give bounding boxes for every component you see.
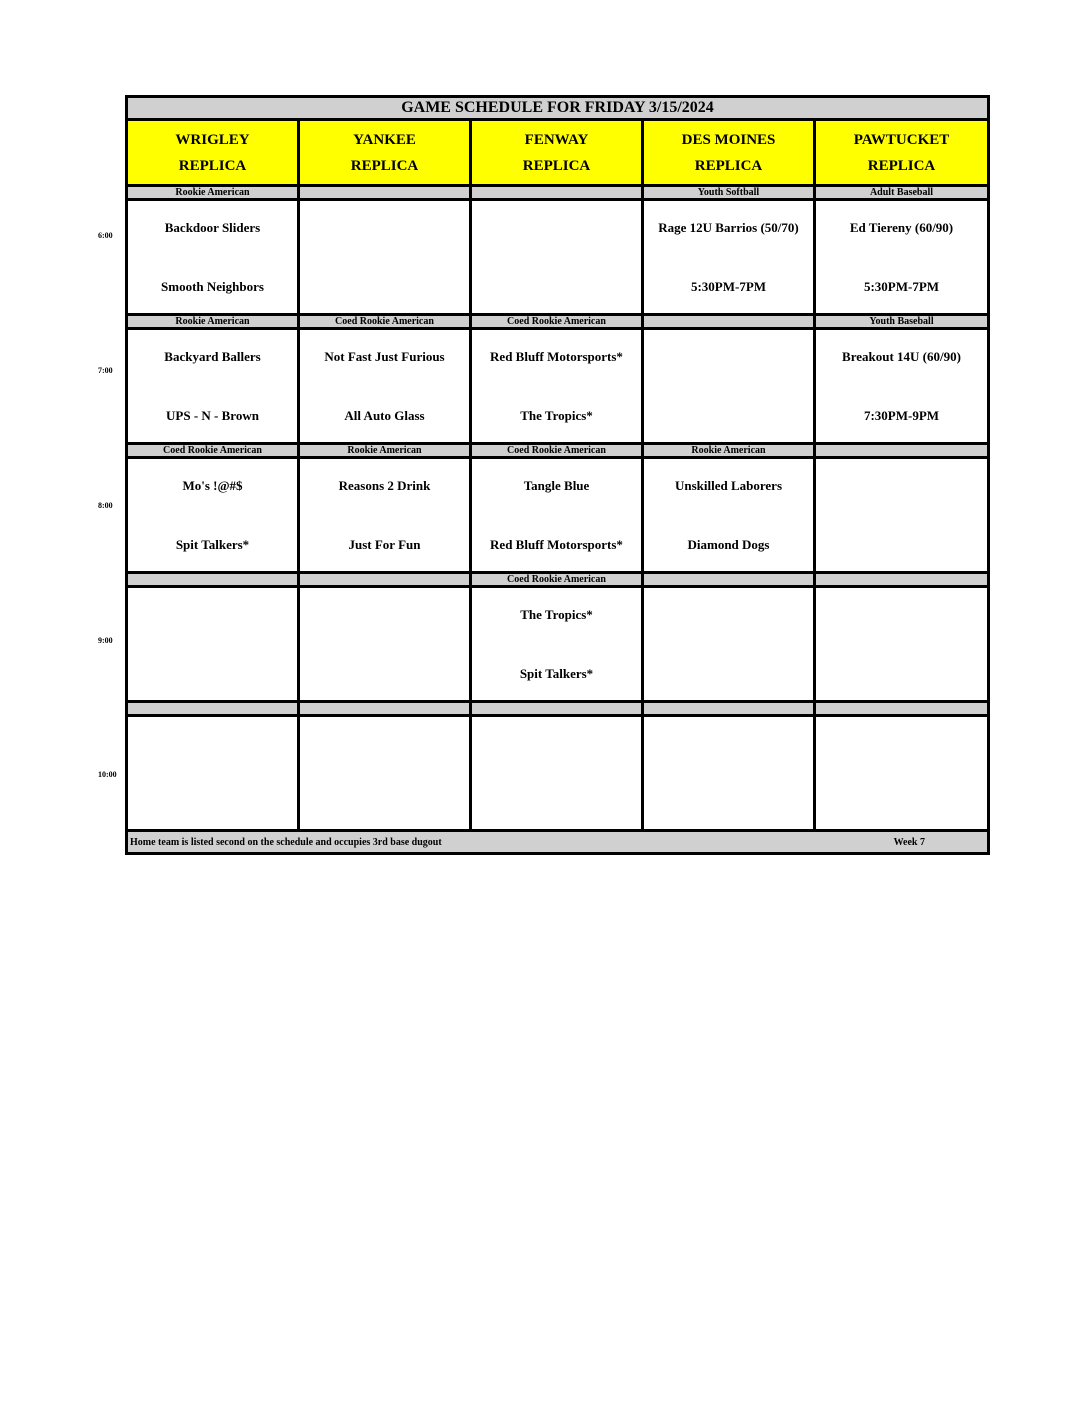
away-team: Ed Tiereny (60/90) (849, 219, 954, 235)
schedule-table (125, 95, 990, 855)
field-header-row (127, 120, 989, 186)
division-label (815, 573, 989, 587)
game-cell (815, 716, 989, 831)
home-team (816, 667, 987, 681)
spacer (644, 493, 813, 538)
away-team (644, 737, 813, 751)
game-cell (127, 200, 299, 315)
field-sub: REPLICA (178, 157, 247, 174)
division-label (471, 186, 643, 200)
away-team (644, 350, 813, 364)
spacer (816, 493, 987, 538)
home-team (472, 280, 641, 294)
spacer (816, 364, 987, 409)
home-team (128, 796, 297, 810)
home-team: UPS - N - Brown (166, 407, 259, 423)
home-team: The Tropics* (520, 407, 593, 423)
division-label (471, 702, 643, 716)
game-cell (127, 329, 299, 444)
home-team: 7:30PM-9PM (863, 407, 940, 423)
division-label: Rookie American (643, 444, 815, 458)
home-team: Spit Talkers* (519, 665, 594, 681)
spacer (300, 493, 469, 538)
game-cell (299, 458, 471, 573)
schedule-title: GAME SCHEDULE FOR FRIDAY 3/15/2024 (127, 97, 989, 120)
game-row (127, 200, 989, 315)
game-cell (299, 200, 471, 315)
game-cell (643, 587, 815, 702)
time-label: 8:00 (98, 501, 113, 510)
time-label: 10:00 (98, 770, 117, 779)
home-team (644, 667, 813, 681)
footer-note: Home team is listed second on the schedule and occupies 3rd base dugout (130, 836, 442, 848)
division-label (643, 315, 815, 329)
division-label (815, 444, 989, 458)
away-team: The Tropics* (520, 606, 593, 622)
field-header-des-moines (643, 120, 815, 186)
division-row (127, 315, 989, 329)
spacer (300, 751, 469, 796)
spacer (644, 235, 813, 280)
division-label (127, 573, 299, 587)
spacer (816, 751, 987, 796)
game-cell (471, 329, 643, 444)
game-cell (299, 587, 471, 702)
division-row (127, 444, 989, 458)
spacer (644, 364, 813, 409)
game-cell (815, 587, 989, 702)
spacer (644, 751, 813, 796)
home-team: Diamond Dogs (687, 536, 770, 552)
home-team (644, 409, 813, 423)
away-team: Backdoor Sliders (164, 219, 261, 235)
away-team (816, 479, 987, 493)
home-team: 5:30PM-7PM (863, 278, 940, 294)
game-cell (815, 329, 989, 444)
division-label: Youth Baseball (815, 315, 989, 329)
division-label: Coed Rookie American (127, 444, 299, 458)
field-header-yankee (299, 120, 471, 186)
home-team (644, 796, 813, 810)
field-sub: REPLICA (694, 157, 763, 174)
game-cell (643, 458, 815, 573)
game-cell (815, 458, 989, 573)
home-team: Spit Talkers* (175, 536, 250, 552)
game-cell (815, 200, 989, 315)
game-row (127, 329, 989, 444)
spacer (472, 235, 641, 280)
title-row (127, 97, 989, 120)
away-team (300, 737, 469, 751)
away-team (300, 608, 469, 622)
away-team: Unskilled Laborers (674, 477, 783, 493)
division-label: Rookie American (299, 444, 471, 458)
spacer (472, 364, 641, 409)
away-team (128, 737, 297, 751)
spacer (128, 493, 297, 538)
division-label: Coed Rookie American (471, 573, 643, 587)
home-team: All Auto Glass (344, 407, 425, 423)
spacer (472, 493, 641, 538)
away-team (472, 737, 641, 751)
field-name: DES MOINES (681, 131, 776, 148)
game-cell (643, 329, 815, 444)
field-header-pawtucket (815, 120, 989, 186)
field-name: YANKEE (353, 131, 416, 148)
spacer (128, 622, 297, 667)
game-row (127, 716, 989, 831)
division-label (643, 702, 815, 716)
division-label: Coed Rookie American (471, 444, 643, 458)
away-team (816, 608, 987, 622)
home-team (300, 667, 469, 681)
field-header-fenway (471, 120, 643, 186)
division-label: Coed Rookie American (299, 315, 471, 329)
field-sub: REPLICA (867, 157, 936, 174)
home-team (816, 796, 987, 810)
away-team: Reasons 2 Drink (338, 477, 431, 493)
game-cell (471, 587, 643, 702)
field-sub: REPLICA (522, 157, 591, 174)
home-team: Red Bluff Motorsports* (490, 536, 623, 552)
footer-cell (127, 831, 989, 854)
spacer (472, 751, 641, 796)
division-row (127, 573, 989, 587)
away-team: Mo's !@#$ (182, 477, 243, 493)
away-team: Backyard Ballers (164, 348, 261, 364)
spacer (472, 622, 641, 667)
game-cell (299, 329, 471, 444)
away-team: Not Fast Just Furious (324, 348, 445, 364)
time-label: 9:00 (98, 636, 113, 645)
division-label: Rookie American (127, 315, 299, 329)
time-label: 7:00 (98, 366, 113, 375)
home-team (300, 280, 469, 294)
away-team: Red Bluff Motorsports* (490, 348, 623, 364)
game-cell (643, 200, 815, 315)
spacer (816, 622, 987, 667)
spacer (644, 622, 813, 667)
home-team: Just For Fun (348, 536, 421, 552)
spacer (816, 235, 987, 280)
spacer (128, 235, 297, 280)
field-name: PAWTUCKET (853, 131, 950, 148)
field-sub: REPLICA (350, 157, 419, 174)
division-label: Youth Softball (643, 186, 815, 200)
game-row (127, 587, 989, 702)
time-label: 6:00 (98, 231, 113, 240)
spacer (128, 751, 297, 796)
division-label: Rookie American (127, 186, 299, 200)
division-row (127, 702, 989, 716)
division-label (299, 573, 471, 587)
home-team (300, 796, 469, 810)
game-cell (127, 716, 299, 831)
field-name: FENWAY (524, 131, 589, 148)
spacer (128, 364, 297, 409)
game-cell (127, 458, 299, 573)
game-cell (471, 716, 643, 831)
division-label: Adult Baseball (815, 186, 989, 200)
away-team (816, 737, 987, 751)
home-team: Smooth Neighbors (161, 278, 264, 294)
game-cell (127, 587, 299, 702)
game-cell (643, 716, 815, 831)
division-label (299, 186, 471, 200)
away-team (644, 608, 813, 622)
away-team (300, 221, 469, 235)
away-team (472, 221, 641, 235)
away-team (128, 608, 297, 622)
game-cell (471, 458, 643, 573)
home-team (128, 667, 297, 681)
footer-row (127, 831, 989, 854)
spacer (300, 622, 469, 667)
game-row (127, 458, 989, 573)
away-team: Rage 12U Barrios (50/70) (658, 219, 799, 235)
away-team: Tangle Blue (523, 477, 590, 493)
home-team (472, 796, 641, 810)
division-label (299, 702, 471, 716)
week-label: Week 7 (893, 836, 925, 848)
field-name: WRIGLEY (175, 131, 250, 148)
game-cell (299, 716, 471, 831)
away-team: Breakout 14U (60/90) (842, 348, 961, 364)
division-row (127, 186, 989, 200)
spacer (300, 364, 469, 409)
division-label (127, 702, 299, 716)
division-label (643, 573, 815, 587)
spacer (300, 235, 469, 280)
game-cell (471, 200, 643, 315)
division-label (815, 702, 989, 716)
field-header-wrigley (127, 120, 299, 186)
home-team (816, 538, 987, 552)
division-label: Coed Rookie American (471, 315, 643, 329)
home-team: 5:30PM-7PM (690, 278, 767, 294)
